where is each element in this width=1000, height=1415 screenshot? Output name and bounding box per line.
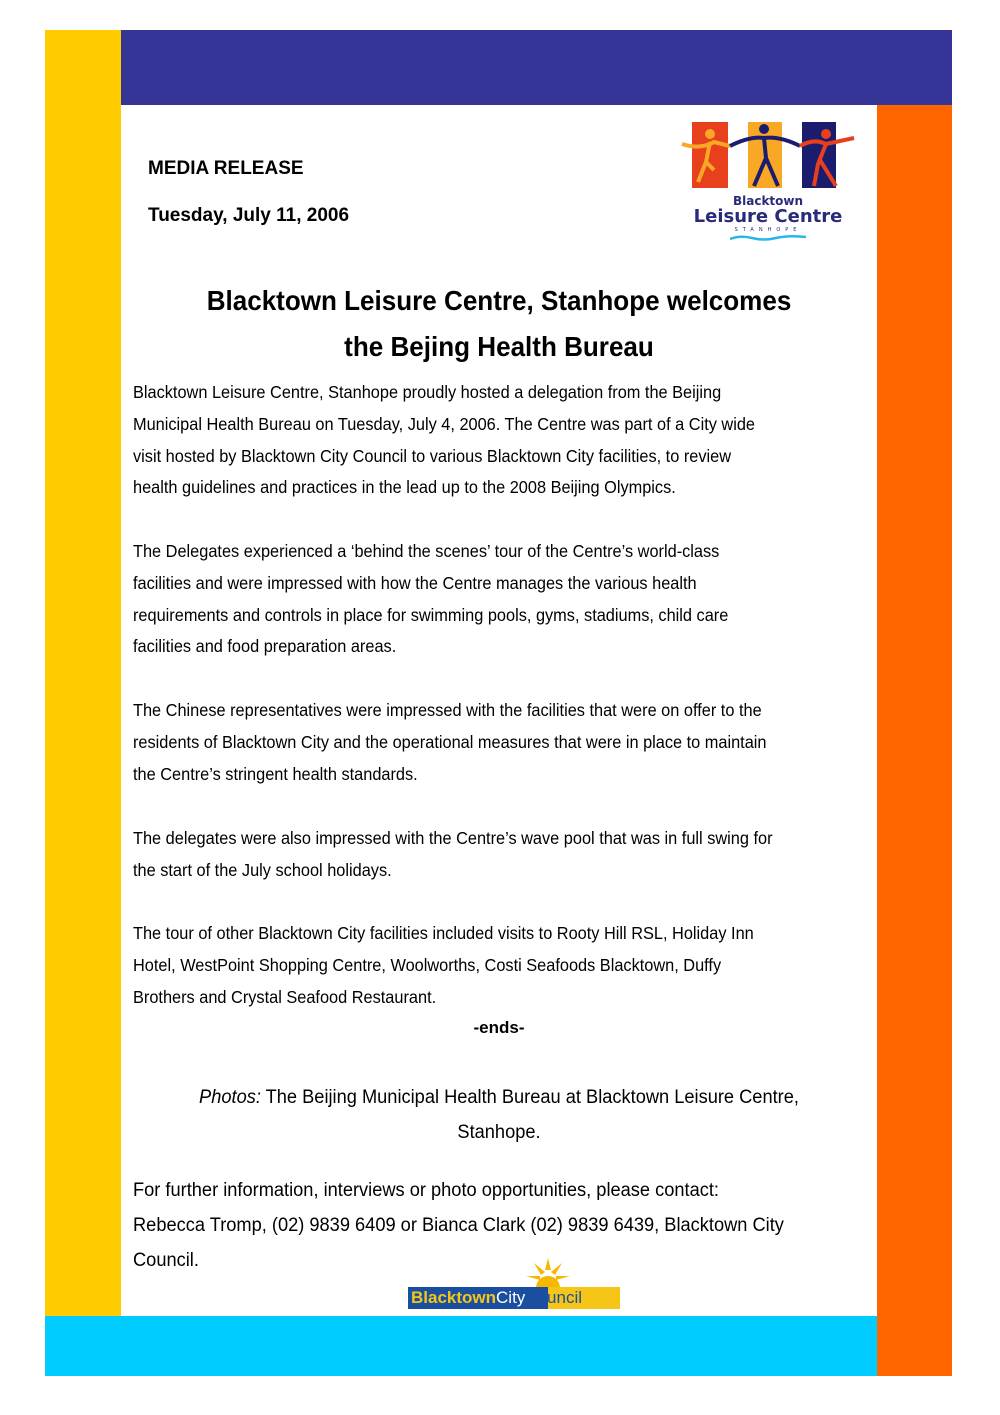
body-paragraph-5: [133, 918, 836, 1013]
frame-top-bar: [121, 30, 952, 105]
council-logo-blacktown: Blacktown: [411, 1288, 497, 1307]
body-paragraph-4: [133, 823, 836, 887]
council-logo-text: [411, 1288, 582, 1308]
paragraph-line: Brothers and Crystal Seafood Restaurant.: [133, 986, 437, 1007]
photos-caption-text: The Beijing Municipal Health Bureau at Blacktown Leisure Centre,: [260, 1087, 799, 1108]
council-logo-council: Council: [525, 1288, 583, 1307]
paragraph-line: requirements and controls in place for swimming pools, gyms, stadiums, child care: [133, 604, 729, 625]
paragraph-line: Municipal Health Bureau on Tuesday, July 4, 2006. The Centre was part of a City wide: [133, 413, 756, 434]
release-date: Tuesday, July 11, 2006: [148, 205, 350, 226]
contact-line: For further information, interviews or photo opportunities, please contact:: [133, 1180, 720, 1201]
ends-marker: -ends-: [473, 1018, 525, 1037]
paragraph-line: health guidelines and practices in the lead up to the 2008 Beijing Olympics.: [133, 477, 676, 498]
paragraph-line: The Delegates experienced a ‘behind the scenes’ tour of the Centre’s world-class: [133, 541, 720, 561]
body-paragraph-3: [133, 695, 836, 790]
paragraph-line: residents of Blacktown City and the operational measures that were in place to maintain: [133, 731, 767, 752]
frame-left-bar: [45, 30, 121, 1316]
logo-text-blacktown: Blacktown: [732, 194, 804, 208]
headline-line-2: the Bejing Health Bureau: [344, 331, 654, 362]
body-paragraph-1: [133, 377, 836, 504]
paragraph-line: The tour of other Blacktown City facilities included visits to Rooty Hill RSL, Holiday Inn: [133, 923, 754, 943]
paragraph-line: visit hosted by Blacktown City Council to various Blacktown City facilities, to review: [133, 445, 732, 466]
frame-right-bar: [877, 105, 952, 1376]
paragraph-line: The delegates were also impressed with the Centre’s wave pool that was in full swing for: [133, 828, 773, 848]
wave-icon: [730, 234, 806, 242]
contact-line: Council.: [133, 1250, 199, 1271]
paragraph-line: the Centre’s stringent health standards.: [133, 763, 418, 784]
council-logo-city: City: [496, 1288, 526, 1307]
photos-label: Photos:: [199, 1087, 261, 1108]
blacktown-city-council-logo: [408, 1258, 620, 1312]
frame-bottom-bar: [45, 1316, 877, 1376]
body-paragraph-2: [133, 536, 836, 663]
logo-text-stanhope: STANHOPE: [734, 227, 802, 233]
contact-line: Rebecca Tromp, (02) 9839 6409 or Bianca Clark (02) 9839 6439, Blacktown City: [133, 1215, 784, 1236]
photos-caption: [136, 1080, 862, 1150]
paragraph-line: the start of the July school holidays.: [133, 859, 392, 880]
headline: [147, 278, 850, 370]
three-figures-holding-hands-logo-icon: [680, 120, 856, 192]
paragraph-line: facilities and food preparation areas.: [133, 636, 397, 657]
media-release-label: MEDIA RELEASE: [148, 158, 304, 179]
photos-caption-line-2: Stanhope.: [457, 1122, 541, 1143]
paragraph-line: The Chinese representatives were impressed with the facilities that were on offer to the: [133, 700, 762, 720]
paragraph-line: Blacktown Leisure Centre, Stanhope proudly hosted a delegation from the Beijing: [133, 382, 722, 402]
headline-line-1: Blacktown Leisure Centre, Stanhope welcomes: [206, 285, 792, 316]
council-logo-band: [408, 1287, 620, 1309]
leisure-centre-logo: [680, 120, 856, 245]
paragraph-line: Hotel, WestPoint Shopping Centre, Woolworths, Costi Seafoods Blacktown, Duffy: [133, 954, 722, 975]
paragraph-line: facilities and were impressed with how the Centre manages the various health: [133, 572, 697, 593]
sun-icon: [526, 1258, 570, 1290]
logo-text-leisure-centre: Leisure Centre: [693, 206, 843, 227]
